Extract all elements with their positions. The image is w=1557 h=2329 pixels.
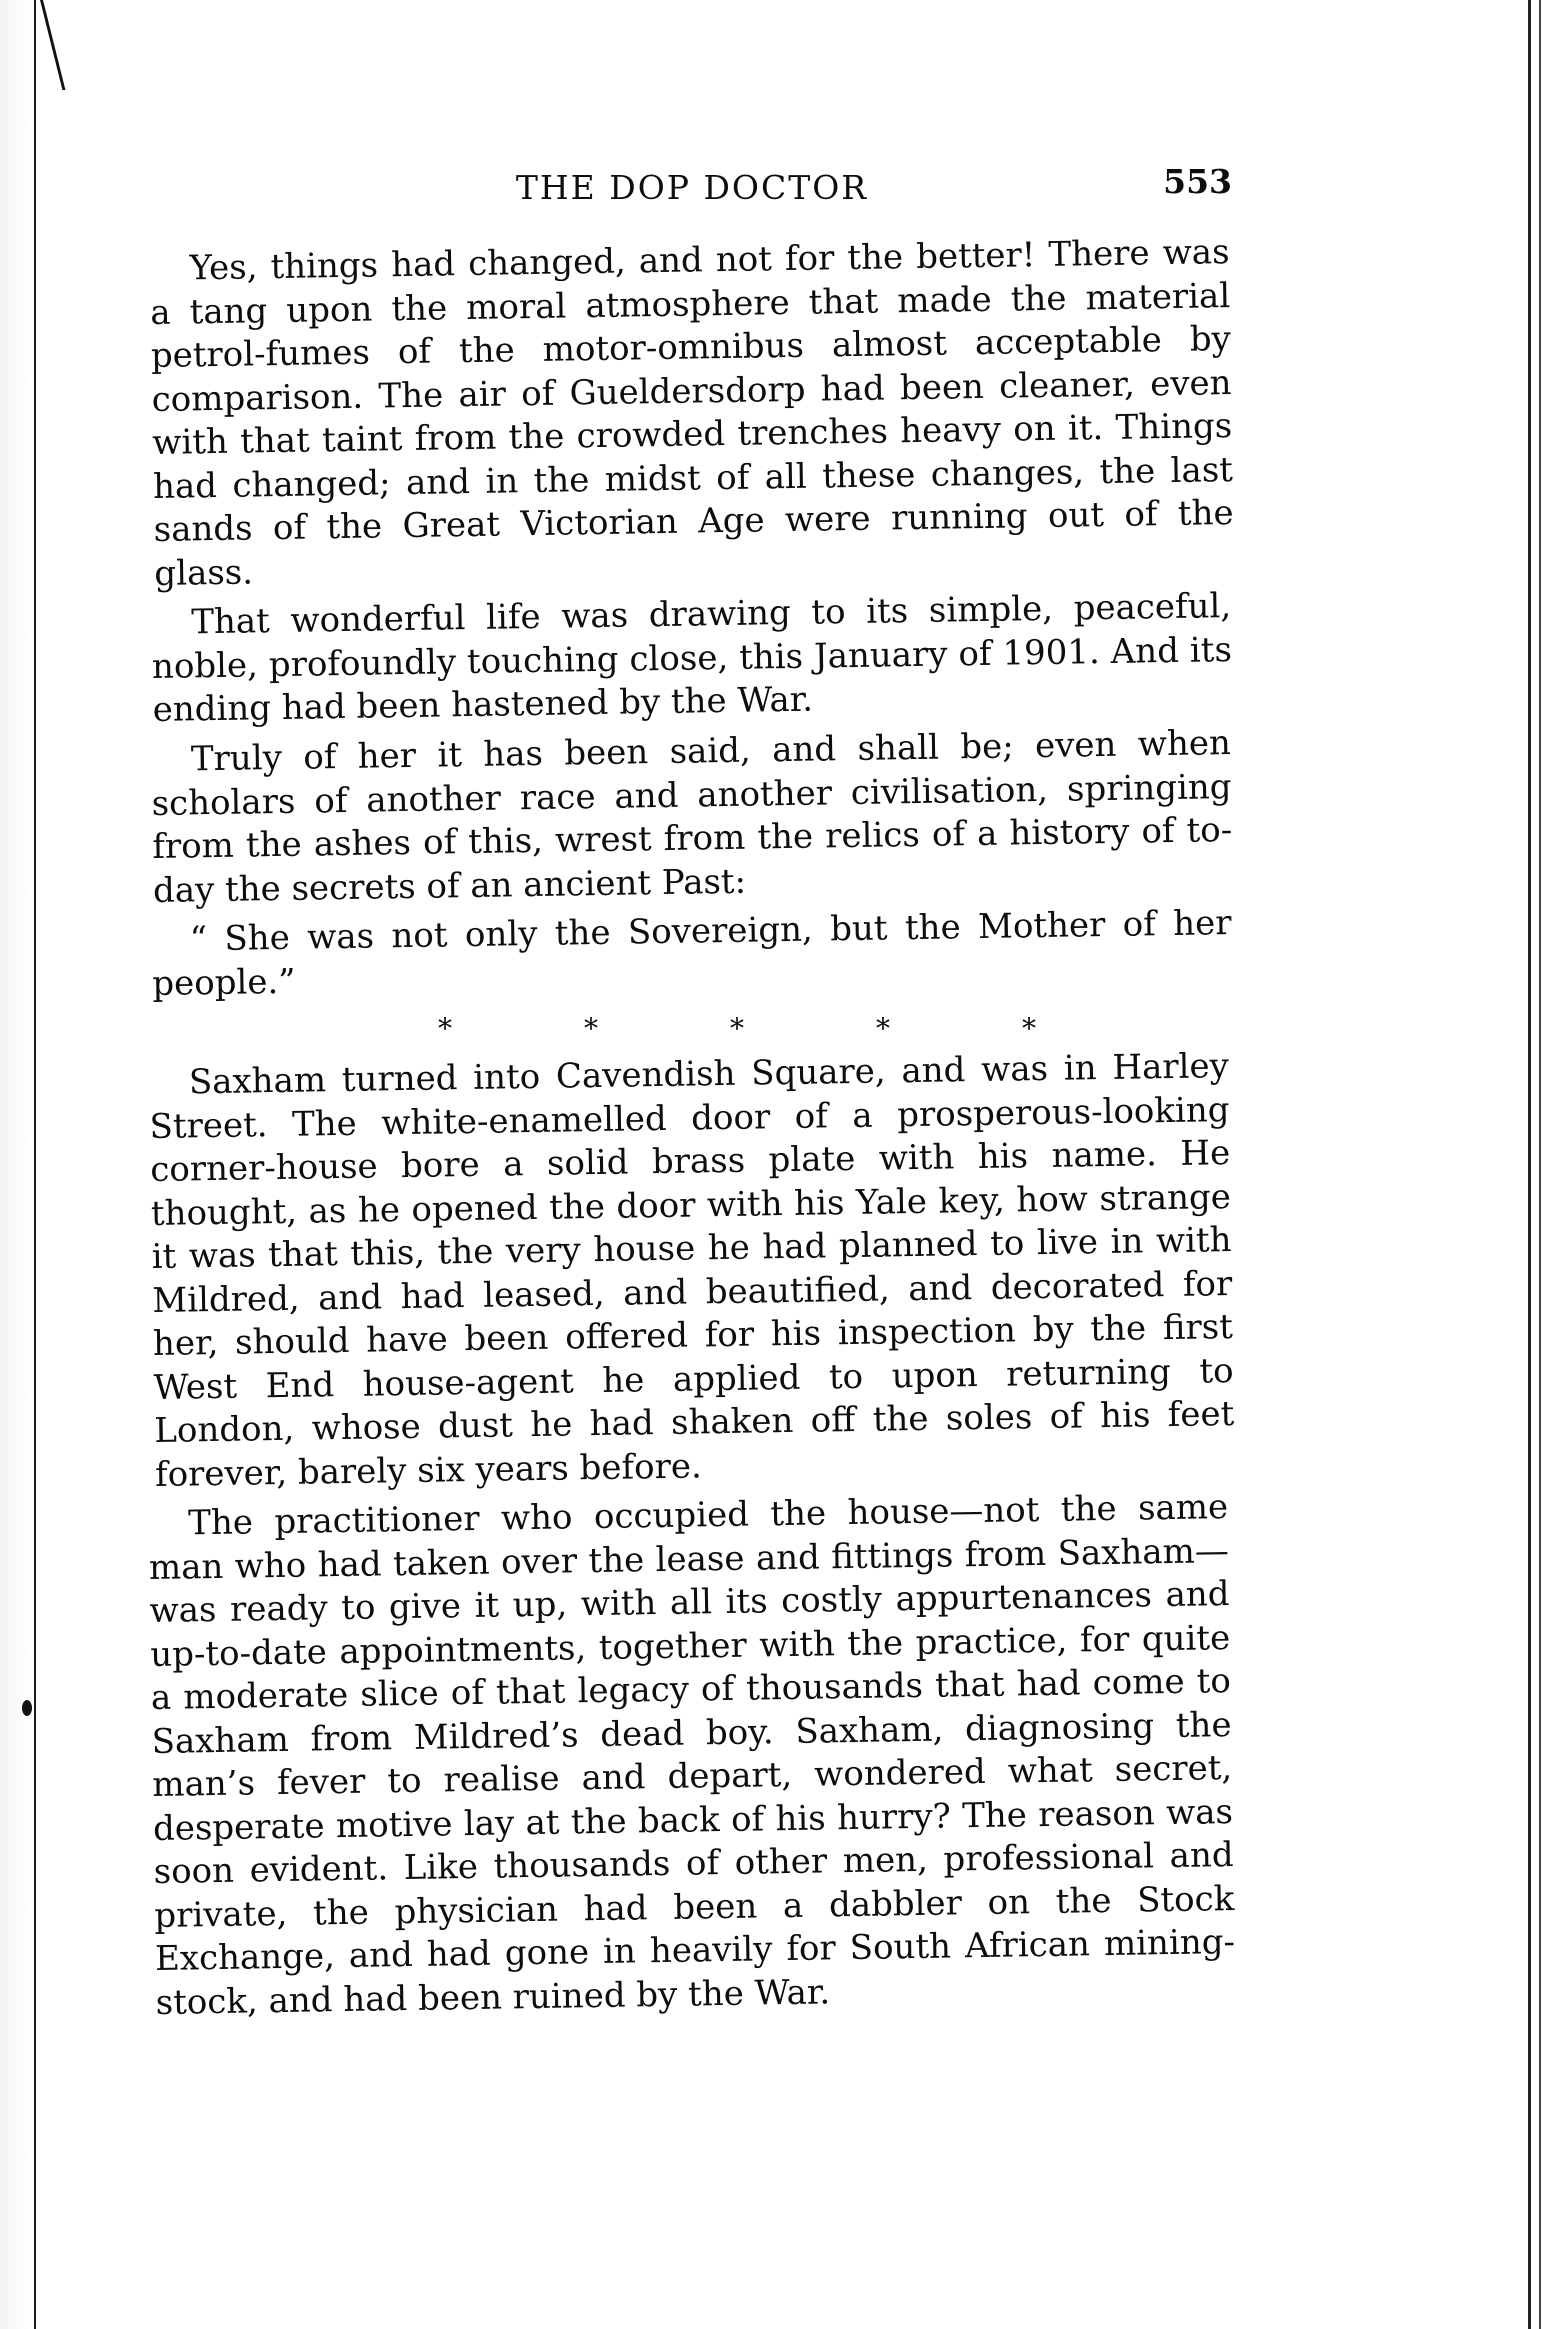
paragraph-wonderful-life: That wonderful life was drawing to its simple, peaceful, noble, profoundly touching close, this January of 1901. And its ending had been hastened by the War. [151, 586, 1233, 730]
paragraph-things-changed: Yes, things had changed, and not for the better! There was a tang upon the moral atmosphere that made the material petrol-fumes of the motor-omnibus almost acceptable by comparison. The air of Gueldersdorp had been cleaner, even with that taint from the crowded trenches heavy on it. Things had changed; and in the midst of all these changes, the last sands of the Great Victorian Age were running out of the glass. [149, 232, 1234, 594]
page-gutter-shadow [0, 0, 36, 2329]
section-break-asterisk: * [438, 1011, 452, 1045]
section-break-asterisk: * [730, 1011, 744, 1045]
paragraph-practitioner: The practitioner who occupied the house—not the same man who had taken over the lease and fittings from Saxham—was ready to give it up, with all its costly appurtenances and up-to-date appointments, together with the practice, for quite a moderate slice of that legacy of thousands that had come to Saxham from Mildred’s dead boy. Saxham, diagnosing the man’s fever to realise and depart, wondered what secret, desperate motive lay at the back of his hurry? The reason was soon evident. Like thousands of other men, professional and private, the physician had been a dabbler on the Stock Exchange, and had gone in heavily for South African mining-stock, and had been ruined by the War. [148, 1486, 1236, 2022]
page-number: 553 [1163, 162, 1232, 201]
paragraph-quotation: “ She was not only the Sovereign, but the Mother of her people.” [152, 902, 1232, 1003]
book-page [148, 162, 1236, 2031]
section-break [152, 1012, 1232, 1046]
running-title: THE DOP DOCTOR [515, 168, 869, 207]
section-break-asterisk: * [1022, 1011, 1036, 1045]
paragraph-saxham-harley-street: Saxham turned into Cavendish Square, and was in Harley Street. The white-enamelled door of a prosperous-looking corner-house bore a solid brass plate with his name. He thought, as he opened the door with his Yale key, how strange it was that this, the very house he had planned to live in with Mildred, and had leased, and beautified, and decorated for her, should have been offered for his inspection by the first West End house-agent he applied to upon returning to London, whose dust he had shaken off the soles of his feet forever, barely six years before. [149, 1045, 1235, 1494]
page-right-edge [1528, 0, 1541, 2329]
margin-speck [22, 1700, 32, 1716]
section-break-asterisk: * [876, 1011, 890, 1045]
section-break-asterisk: * [584, 1011, 598, 1045]
paragraph-truly-of-her: Truly of her it has been said, and shall be; even when scholars of another race and another civilisation, springing from the ashes of this, wrest from the relics of a history of to-day the secrets of an ancient Past: [151, 722, 1233, 910]
running-head [152, 162, 1232, 230]
